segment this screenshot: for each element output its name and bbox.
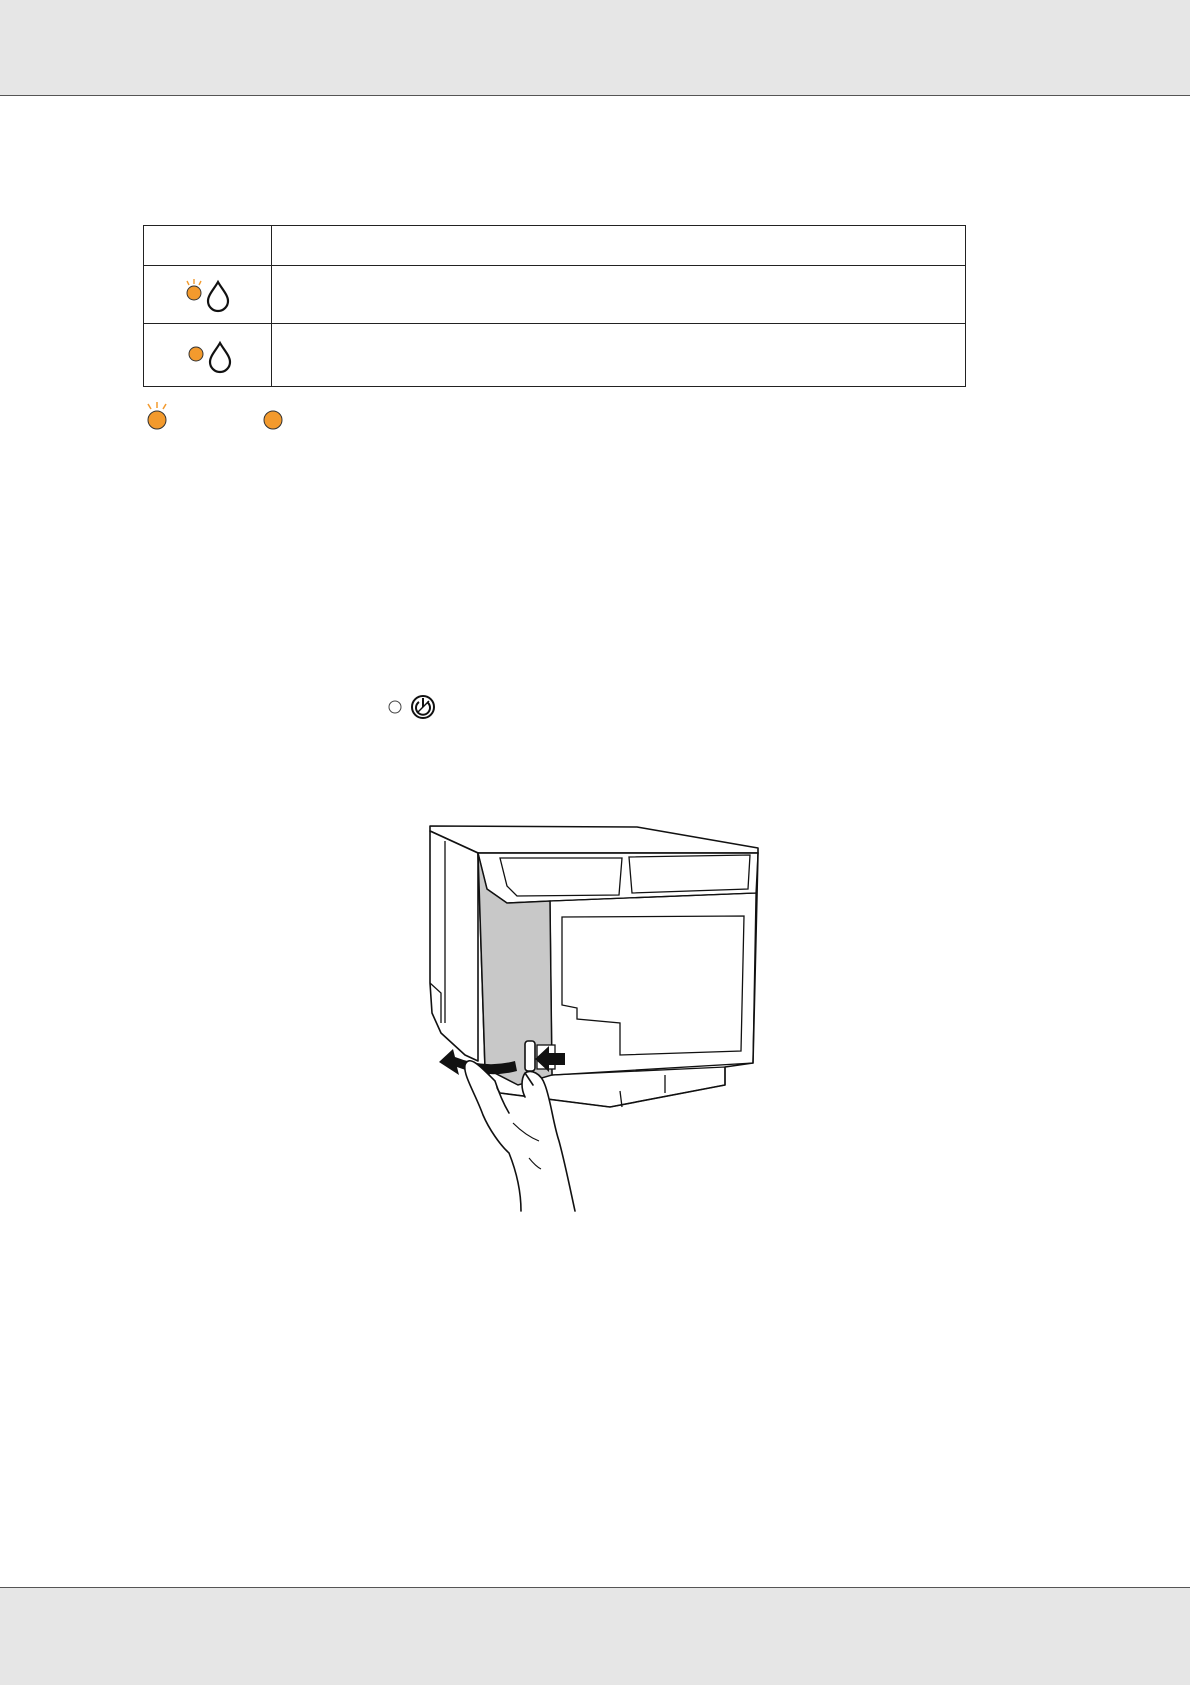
table-row bbox=[144, 324, 965, 387]
header-cell-light bbox=[144, 226, 271, 265]
table-header-row bbox=[144, 226, 965, 266]
power-button-icon bbox=[412, 696, 434, 718]
table-cell-description bbox=[272, 324, 965, 387]
cover-latch bbox=[525, 1041, 535, 1071]
legend-icons bbox=[143, 402, 343, 434]
light-flashing-icon bbox=[187, 279, 201, 300]
table-row bbox=[144, 266, 965, 324]
ink-status-table bbox=[143, 225, 966, 387]
light-legend bbox=[143, 402, 343, 434]
light-off-icon bbox=[389, 701, 401, 713]
table-cell-icon bbox=[144, 324, 271, 387]
header-cell-description bbox=[272, 226, 965, 265]
page-footer bbox=[0, 1587, 1190, 1685]
page-header bbox=[0, 0, 1190, 96]
printer-cover-illustration bbox=[425, 823, 765, 1213]
steady-light-ink-icon bbox=[144, 324, 271, 386]
power-light-reference bbox=[386, 694, 438, 720]
light-on-icon bbox=[264, 411, 282, 429]
flashing-light-ink-icon bbox=[144, 266, 271, 323]
table-cell-icon bbox=[144, 266, 271, 323]
printer-illustration-svg bbox=[425, 823, 765, 1213]
light-on-icon bbox=[189, 347, 203, 361]
ink-drop-icon bbox=[210, 343, 230, 372]
table-cell-description bbox=[272, 266, 965, 323]
power-icons bbox=[386, 694, 438, 720]
light-flashing-icon bbox=[148, 402, 166, 429]
ink-drop-icon bbox=[208, 282, 228, 311]
